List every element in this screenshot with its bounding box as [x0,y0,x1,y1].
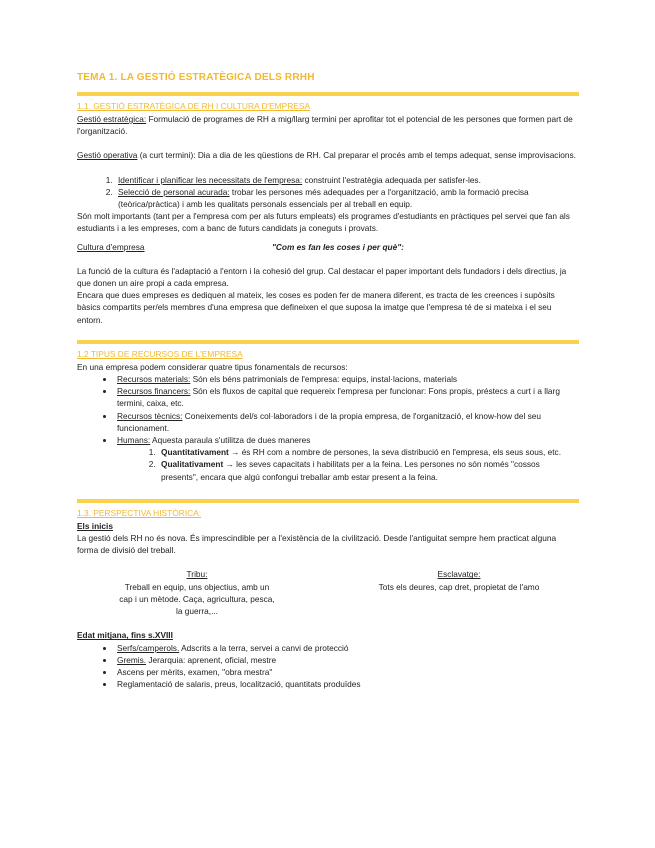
list-item-text: construint l'estratègia adequada per satisfer-les. [302,174,481,185]
list-item-term: Selecció de personal acurada: [118,186,230,197]
section-divider [77,340,579,344]
section-heading-1-2: 1.2 TIPUS DE RECURSOS DE L'EMPRESA [77,348,243,359]
tribe-column [77,568,317,617]
list-item [158,446,579,458]
paragraph-operative [77,149,579,161]
list-item-text: Reglamentació de salaris, preus, localització, quantitats produïdes [117,679,361,690]
list-item-term: Gremis. [117,654,147,665]
paragraph-history: La gestió dels RH no és nova. És imprescindible per a l'existència de la civilització. Desde l'antiguitat sempre hem practicat alguna forma de divisió del treball. [77,533,557,556]
paragraph-strategic [77,113,579,137]
list-item-text: → és RH com a nombre de persones, la seva distribució en l'empresa, els seus sous, etc. [228,447,562,458]
list-item-term: Recursos tècnics: [117,410,183,421]
list-item-text: → les seves capacitats i habilitats per a la feina. Les persones no són només "cossos presents", encara que algú confongui treballar amb estar present a la feina. [161,459,540,482]
section-divider [77,92,579,96]
list-item [115,385,579,409]
resources-list [77,373,579,483]
list-item-text: Aquesta paraula s'utilitza de dues maneres [150,435,311,446]
slavery-heading: Esclavatge: [437,569,481,580]
list-item [158,458,579,482]
paragraph-internships: Són molt importants (tant per a l'empresa com per als futurs empleats) els programes d'estudiants en pràctiques pel servei que fan als estudiants i a les empreses, com a banc de futurs candidats ja coneguts i provats. [77,211,570,234]
list-item-text: Són els fluxos de capital que requereix l'empresa per funcionar: Fons propis, préstecs a curt i a llarg termini, caixa, etc. [117,386,560,409]
list-item-text: Adscrits a la terra, servei a canvi de protecció [179,642,349,653]
list-item [115,373,579,385]
culture-label: Cultura d'empresa [77,241,145,252]
paragraph-culture-beliefs: Encara que dues empreses es dediquen al mateix, les coses es poden fer de manera diferent, es tracta de les creences i supòsits bàsics compartits per/els membres d'una empresa que defineixen el que suposa la imatge que l'empresa té de si mateixa i el seu entorn. [77,290,555,325]
term-strategic: Gestió estratègica: [77,114,147,124]
humans-sublist [117,446,579,483]
list-item [115,654,579,666]
list-item-term: Identificar i planificar les necessitats de l'empresa: [118,174,303,185]
paragraph-resources-intro: En una empresa podem considerar quatre tipus fonamentals de recursos: [77,361,348,372]
list-item-term: Recursos materials: [117,374,191,385]
section-divider [77,499,579,503]
list-item [115,666,579,678]
list-item-text: Jerarquia: aprenent, oficial, mestre [146,654,277,665]
list-item-text: Són els béns patrimonials de l'empresa: equips, instal·lacions, materials [190,374,458,385]
subheading-beginnings: Els inicis [77,520,113,531]
tribe-text: Treball en equip, uns objectius, amb un cap i un mètode. Caça, agricultura, pesca, la guerra,... [119,581,275,617]
slavery-text: Tots els deures, cap dret, propietat de l'amo [378,581,540,592]
middle-ages-list [77,642,579,691]
section-heading-1-3: 1.3. PERSPECTIVA HISTÒRICA: [77,507,202,518]
list-item-text: Ascens per mèrits, examen, "obra mestra" [117,666,273,677]
paragraph-culture-function: La funció de la cultura és l'adaptació a l'entorn i la cohesió del grup. Cal destacar el paper important dels fundadors i dels directius, ja que donen un aire propi a cada empresa. [77,265,567,289]
document-page [77,72,579,690]
list-item [115,642,579,654]
list-item [115,410,579,434]
tribe-heading: Tribu: [186,569,208,580]
list-item-text: Coneixements del/s col·laboradors i de la propia empresa, de l'organització, el know-how del seu funcionament. [117,410,542,433]
list-item [115,678,579,690]
list-item [115,174,579,186]
history-columns [77,568,579,617]
subheading-middle-ages: Edat mitjana, fins s.XVIII [77,630,173,641]
culture-row [77,241,579,253]
list-item-term: Humans: [117,435,151,446]
slavery-column [339,568,579,617]
list-item-term: Recursos financers: [117,386,191,397]
list-item [115,434,579,483]
list-item-term: Quantitativament [161,447,229,458]
text-operative: (a curt termini): Dia a dia de les qüestions de RH. Cal preparar el procés amb el temps adequat, sense improvisacions. [137,150,576,161]
document-title: TEMA 1. LA GESTIÓ ESTRATÈGICA DELS RRHH [77,72,315,83]
list-item-term: Serfs/camperols. [117,642,180,653]
section-heading-1-1: 1.1. GESTIÓ ESTRATÈGICA DE RH I CULTURA D'EMPRESA [77,101,311,111]
list-item [115,186,579,210]
term-operative: Gestió operativa [77,150,138,161]
culture-quote: "Com es fan les coses i per què": [272,241,404,252]
numbered-list [77,174,579,211]
text-strategic: Formulació de programes de RH a mig/llarg termini per aprofitar tot el potencial de les persones que formen part de l'organització. [77,114,573,137]
list-item-term: Qualitativament [161,459,224,470]
list-item-text: trobar les persones més adequades per a l'organització, amb la formació precisa (teòrica/pràctica) i amb les qualitats personals essencials per al treball en equip. [118,186,529,210]
